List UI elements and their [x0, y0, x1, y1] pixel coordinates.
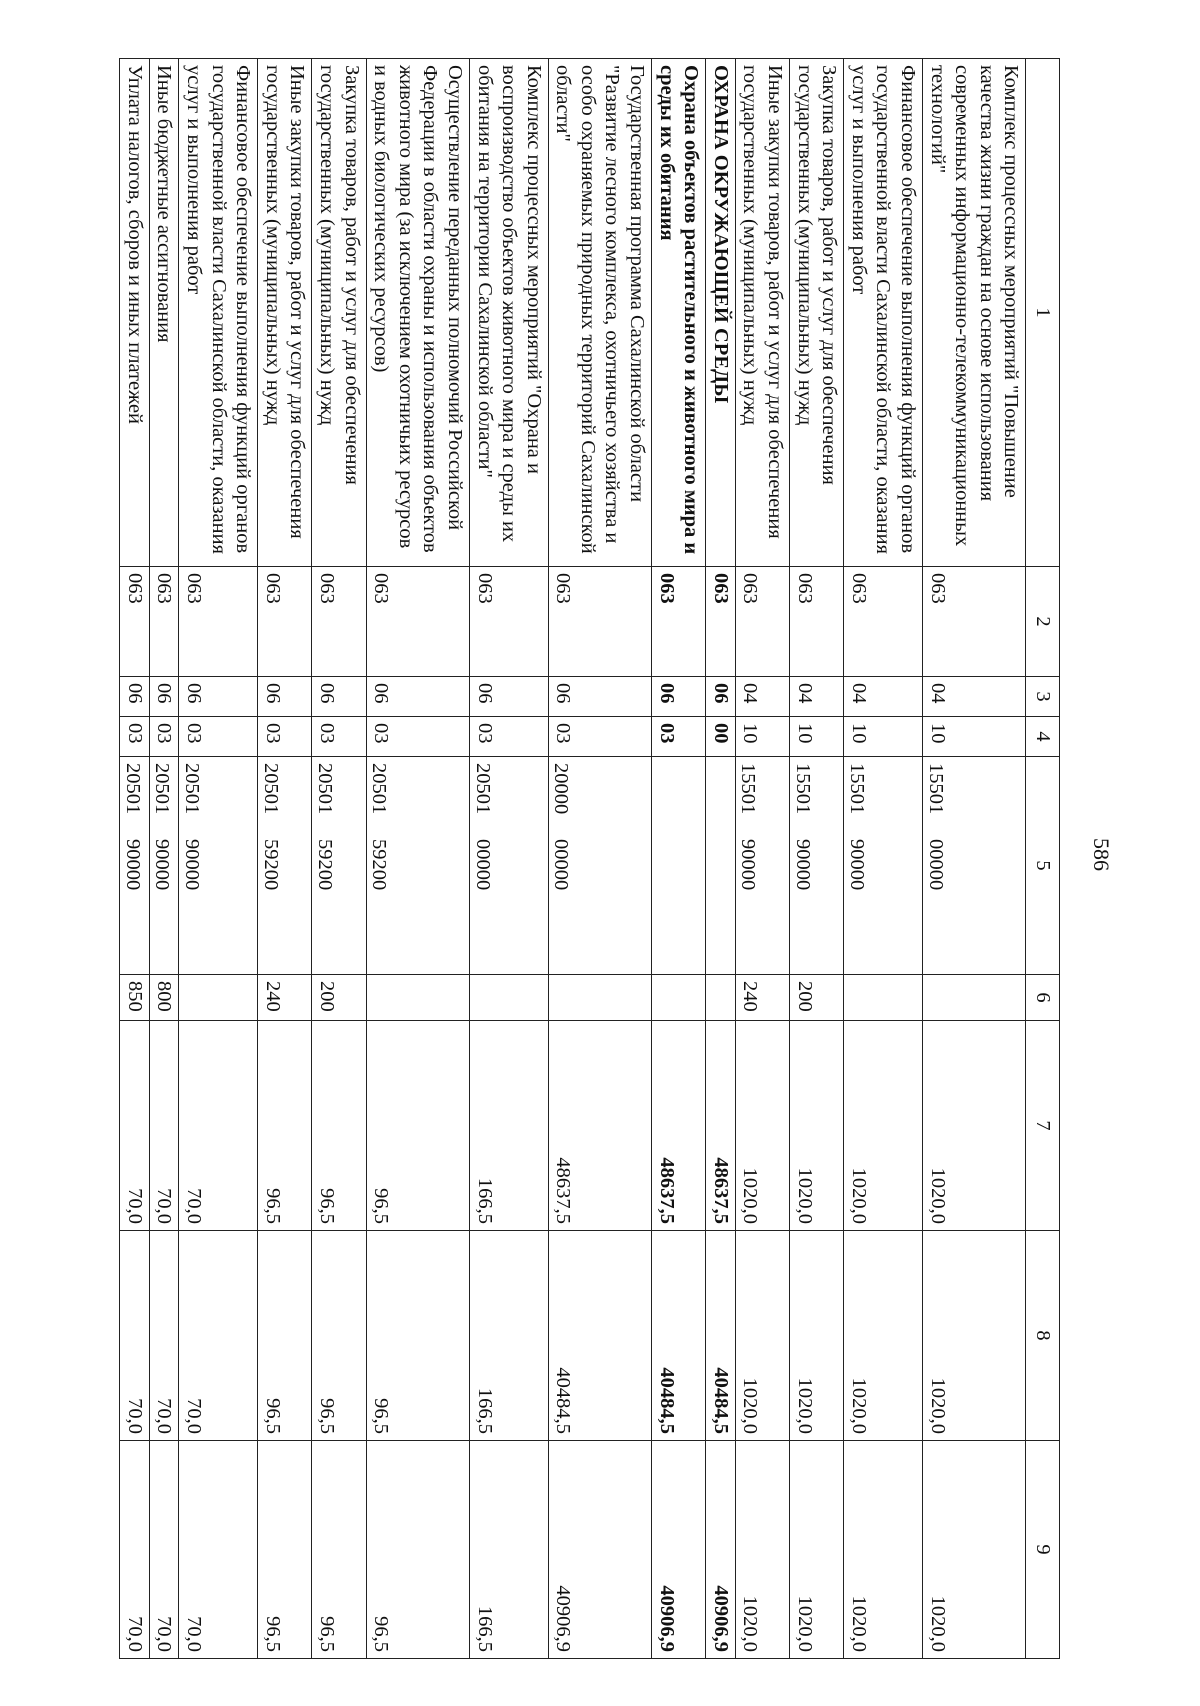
row-col4: 03: [312, 717, 366, 757]
col-header-1: 1: [1026, 59, 1060, 567]
row-col2: 063: [149, 567, 179, 677]
row-col5-program: 20501: [259, 763, 282, 815]
table-row: [312, 59, 366, 1659]
row-col4: 03: [179, 717, 258, 757]
row-col5-program: 20501: [181, 763, 203, 815]
row-col6: 200: [790, 975, 844, 1021]
row-col3: 04: [790, 677, 844, 717]
row-col5-direction: 90000: [181, 839, 203, 891]
row-col6: [366, 975, 469, 1021]
col-header-7: 7: [1026, 1021, 1060, 1231]
table-row: [844, 59, 923, 1659]
table-row: [179, 59, 258, 1659]
row-col7: 1020,0: [923, 1021, 1026, 1231]
row-col9: 70,0: [120, 1441, 150, 1659]
row-col3: 06: [312, 677, 366, 717]
row-col2: 063: [258, 567, 312, 677]
row-col5-program: 20501: [313, 763, 336, 815]
row-col5: [312, 757, 366, 975]
row-col2: 063: [179, 567, 258, 677]
row-col9: 1020,0: [790, 1441, 844, 1659]
row-col4: 10: [735, 717, 789, 757]
row-col6: 850: [120, 975, 150, 1021]
table-row: [469, 59, 548, 1659]
row-col5: [923, 757, 1026, 975]
row-col2: 063: [844, 567, 923, 677]
row-col5: [735, 757, 789, 975]
table-row: [735, 59, 789, 1659]
row-name: Закупка товаров, работ и услуг для обеспечения государственных (муниципальных) нужд: [790, 59, 844, 567]
row-col8: 96,5: [366, 1231, 469, 1441]
row-col5-program: 20501: [471, 763, 494, 815]
row-col3: 06: [149, 677, 179, 717]
table-row: [366, 59, 469, 1659]
row-col3: 06: [548, 677, 651, 717]
row-col3: 06: [258, 677, 312, 717]
row-col2: 063: [548, 567, 651, 677]
row-col5-direction: 90000: [151, 839, 174, 891]
row-col8: 96,5: [312, 1231, 366, 1441]
row-col6: [923, 975, 1026, 1021]
row-col9: 70,0: [179, 1441, 258, 1659]
row-col5-direction: 90000: [121, 839, 144, 891]
row-col6: [548, 975, 651, 1021]
row-col8: 1020,0: [923, 1231, 1026, 1441]
row-col6: [844, 975, 923, 1021]
row-col5: [652, 757, 706, 975]
row-col9: 1020,0: [735, 1441, 789, 1659]
row-col7: 1020,0: [735, 1021, 789, 1231]
row-name: Государственная программа Сахалинской области "Развитие лесного комплекса, охотничьего хозяйства и особо охраняемых природных территорий Сахалинской области": [548, 59, 651, 567]
row-col2: 063: [706, 567, 736, 677]
row-name: Осуществление переданных полномочий Российской Федерации в области охраны и использования объектов животного мира (за исключением охотничьих ресурсов и водных биологических ресурсов): [366, 59, 469, 567]
row-col8: 1020,0: [735, 1231, 789, 1441]
row-col3: 06: [706, 677, 736, 717]
row-col5: [548, 757, 651, 975]
row-col7: 48637,5: [706, 1021, 736, 1231]
budget-table: [119, 58, 1060, 1659]
row-col7: 70,0: [120, 1021, 150, 1231]
row-col5: [366, 757, 469, 975]
row-col5: [706, 757, 736, 975]
col-header-3: 3: [1026, 677, 1060, 717]
row-col5-direction: 59200: [313, 839, 336, 891]
row-col9: 40906,9: [652, 1441, 706, 1659]
row-col4: 10: [923, 717, 1026, 757]
row-col5-program: 15501: [924, 763, 947, 815]
row-col3: 06: [179, 677, 258, 717]
column-number-row: [1026, 59, 1060, 1659]
col-header-4: 4: [1026, 717, 1060, 757]
row-col6: 240: [735, 975, 789, 1021]
row-col5-direction: 90000: [791, 839, 814, 891]
col-header-8: 8: [1026, 1231, 1060, 1441]
col-header-2: 2: [1026, 567, 1060, 677]
row-col3: 06: [652, 677, 706, 717]
row-col8: 1020,0: [844, 1231, 923, 1441]
row-name: Комплекс процессных мероприятий "Повышение качества жизни граждан на основе использования современных информационно-телекоммуникационных технологий": [923, 59, 1026, 567]
table-row: [790, 59, 844, 1659]
row-col4: 10: [844, 717, 923, 757]
row-name: Уплата налогов, сборов и иных платежей: [120, 59, 150, 567]
row-col5: [149, 757, 179, 975]
row-col7: 96,5: [366, 1021, 469, 1231]
row-col9: 96,5: [258, 1441, 312, 1659]
row-name: Иные закупки товаров, работ и услуг для обеспечения государственных (муниципальных) нужд: [735, 59, 789, 567]
row-col5-program: 20501: [121, 763, 144, 815]
row-col7: 48637,5: [652, 1021, 706, 1231]
row-col5-direction: 00000: [550, 839, 573, 891]
table-row: [923, 59, 1026, 1659]
row-col5-direction: 59200: [259, 839, 282, 891]
row-col9: 166,5: [469, 1441, 548, 1659]
row-col6: [179, 975, 258, 1021]
row-col5: [258, 757, 312, 975]
row-col8: 70,0: [149, 1231, 179, 1441]
row-name: Финансовое обеспечение выполнения функций органов государственной власти Сахалинской области, оказания услуг и выполнения работ: [179, 59, 258, 567]
row-col4: 00: [706, 717, 736, 757]
row-col6: [652, 975, 706, 1021]
row-name: ОХРАНА ОКРУЖАЮЩЕЙ СРЕДЫ: [706, 59, 736, 567]
row-col4: 03: [258, 717, 312, 757]
row-col9: 96,5: [366, 1441, 469, 1659]
row-col2: 063: [923, 567, 1026, 677]
col-header-5: 5: [1026, 757, 1060, 975]
row-col8: 1020,0: [790, 1231, 844, 1441]
row-col5-program: 15501: [845, 763, 868, 815]
row-col5-program: 20000: [550, 763, 573, 815]
row-col9: 40906,9: [548, 1441, 651, 1659]
row-col3: 06: [469, 677, 548, 717]
row-col7: 70,0: [149, 1021, 179, 1231]
row-col4: 03: [149, 717, 179, 757]
row-col9: 70,0: [149, 1441, 179, 1659]
row-col2: 063: [312, 567, 366, 677]
row-col8: 166,5: [469, 1231, 548, 1441]
row-name: Комплекс процессных мероприятий "Охрана и воспроизводство объектов животного мира и среды их обитания на территории Сахалинской области": [469, 59, 548, 567]
row-col9: 96,5: [312, 1441, 366, 1659]
row-col5-direction: 59200: [368, 839, 391, 891]
row-col4: 03: [548, 717, 651, 757]
row-col5-direction: 00000: [924, 839, 947, 891]
table-row: [652, 59, 706, 1659]
row-col9: 1020,0: [844, 1441, 923, 1659]
row-col6: 800: [149, 975, 179, 1021]
table-row: [149, 59, 179, 1659]
table-row: [548, 59, 651, 1659]
row-col5: [790, 757, 844, 975]
row-name: Финансовое обеспечение выполнения функций органов государственной власти Сахалинской области, оказания услуг и выполнения работ: [844, 59, 923, 567]
row-col6: 240: [258, 975, 312, 1021]
row-col6: 200: [312, 975, 366, 1021]
row-col9: 40906,9: [706, 1441, 736, 1659]
row-col5: [469, 757, 548, 975]
col-header-6: 6: [1026, 975, 1060, 1021]
row-col8: 96,5: [258, 1231, 312, 1441]
row-col3: 04: [844, 677, 923, 717]
table-row: [706, 59, 736, 1659]
row-col8: 70,0: [179, 1231, 258, 1441]
row-col5-direction: 00000: [471, 839, 494, 891]
row-col2: 063: [790, 567, 844, 677]
row-col5: [179, 757, 258, 975]
row-col2: 063: [652, 567, 706, 677]
row-col9: 1020,0: [923, 1441, 1026, 1659]
col-header-9: 9: [1026, 1441, 1060, 1659]
row-name: Иные закупки товаров, работ и услуг для обеспечения государственных (муниципальных) нужд: [258, 59, 312, 567]
row-col5-program: 15501: [791, 763, 814, 815]
row-name: Охрана объектов растительного и животного мира и среды их обитания: [652, 59, 706, 567]
row-col5-program: 20501: [368, 763, 391, 815]
row-col8: 40484,5: [652, 1231, 706, 1441]
row-col7: 96,5: [312, 1021, 366, 1231]
table-row: [258, 59, 312, 1659]
row-col2: 063: [735, 567, 789, 677]
row-col2: 063: [469, 567, 548, 677]
row-name: Иные бюджетные ассигнования: [149, 59, 179, 567]
row-col4: 03: [469, 717, 548, 757]
table-row: [120, 59, 150, 1659]
row-col8: 40484,5: [706, 1231, 736, 1441]
row-col4: 03: [652, 717, 706, 757]
row-col6: [469, 975, 548, 1021]
row-col3: 04: [735, 677, 789, 717]
row-col7: 1020,0: [790, 1021, 844, 1231]
row-name: Закупка товаров, работ и услуг для обеспечения государственных (муниципальных) нужд: [312, 59, 366, 567]
row-col7: 166,5: [469, 1021, 548, 1231]
row-col3: 04: [923, 677, 1026, 717]
row-col5: [120, 757, 150, 975]
row-col5: [844, 757, 923, 975]
row-col4: 10: [790, 717, 844, 757]
row-col7: 70,0: [179, 1021, 258, 1231]
row-col6: [706, 975, 736, 1021]
row-col8: 70,0: [120, 1231, 150, 1441]
row-col5-program: 20501: [151, 763, 174, 815]
row-col3: 06: [120, 677, 150, 717]
row-col7: 96,5: [258, 1021, 312, 1231]
page-number: 586: [1089, 838, 1114, 871]
row-col2: 063: [366, 567, 469, 677]
row-col4: 03: [120, 717, 150, 757]
document-page: [121, 58, 1140, 1658]
row-col5-direction: 90000: [845, 839, 868, 891]
row-col5-direction: 90000: [737, 839, 760, 891]
row-col4: 03: [366, 717, 469, 757]
row-col8: 40484,5: [548, 1231, 651, 1441]
row-col7: 48637,5: [548, 1021, 651, 1231]
row-col3: 06: [366, 677, 469, 717]
row-col7: 1020,0: [844, 1021, 923, 1231]
row-col5-program: 15501: [737, 763, 760, 815]
row-col2: 063: [120, 567, 150, 677]
